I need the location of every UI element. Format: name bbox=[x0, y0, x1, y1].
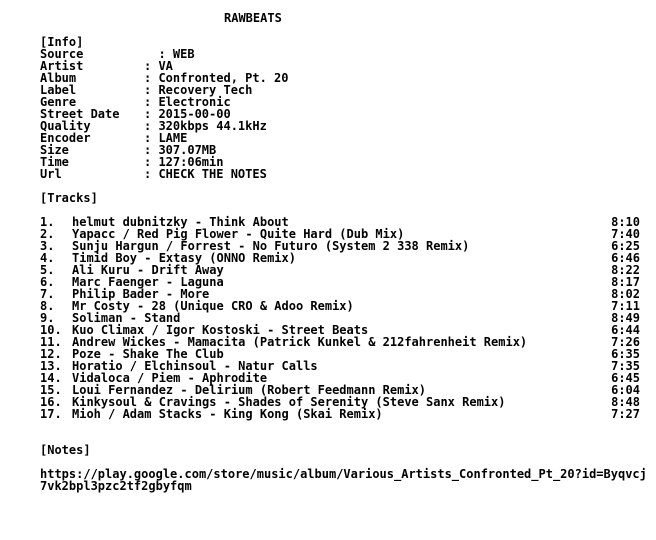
track-time: 6:45 bbox=[611, 371, 640, 385]
track-name: Sunju Hargun / Forrest - No Futuro (System 2 338 Remix) bbox=[72, 239, 470, 253]
track-name: Mioh / Adam Stacks - King Kong (Skai Remix) bbox=[72, 407, 383, 421]
info-value: : Confronted, Pt. 20 bbox=[144, 71, 289, 85]
track-name: Andrew Wickes - Mamacita (Patrick Kunkel & 212fahrenheit Remix) bbox=[72, 335, 528, 349]
track-number: 11. bbox=[40, 335, 62, 349]
track-name: helmut dubnitzky - Think About bbox=[72, 215, 289, 229]
track-number: 1. bbox=[40, 215, 55, 229]
track-name: Soliman - Stand bbox=[72, 311, 181, 325]
track-name: Yapacc / Red Pig Flower - Quite Hard (Dub Mix) bbox=[72, 227, 405, 241]
track-number: 15. bbox=[40, 383, 62, 397]
track-name: Timid Boy - Extasy (ONNO Remix) bbox=[72, 251, 296, 265]
track-number: 14. bbox=[40, 371, 62, 385]
page-title: RAWBEATS bbox=[224, 11, 282, 25]
track-time: 6:46 bbox=[611, 251, 640, 265]
track-number: 3. bbox=[40, 239, 55, 253]
track-time: 8:22 bbox=[611, 263, 640, 277]
track-number: 10. bbox=[40, 323, 62, 337]
info-label: Time bbox=[40, 155, 69, 169]
track-time: 7:35 bbox=[611, 359, 640, 373]
info-value: : 2015-00-00 bbox=[144, 107, 231, 121]
track-row bbox=[40, 408, 640, 420]
tracks-header: [Tracks] bbox=[40, 191, 98, 205]
track-number: 6. bbox=[40, 275, 55, 289]
info-value: : LAME bbox=[144, 131, 188, 145]
info-value: : Recovery Tech bbox=[144, 83, 253, 97]
track-number: 2. bbox=[40, 227, 55, 241]
info-value: : 307.07MB bbox=[144, 143, 217, 157]
track-time: 7:26 bbox=[611, 335, 640, 349]
track-number: 9. bbox=[40, 311, 55, 325]
info-value: : CHECK THE NOTES bbox=[144, 167, 267, 181]
info-label: Encoder bbox=[40, 131, 91, 145]
track-time: 8:49 bbox=[611, 311, 640, 325]
track-number: 8. bbox=[40, 299, 55, 313]
track-time: 8:10 bbox=[611, 215, 640, 229]
track-time: 7:11 bbox=[611, 299, 640, 313]
info-label: Street Date bbox=[40, 107, 120, 121]
track-time: 6:35 bbox=[611, 347, 640, 361]
track-name: Mr Costy - 28 (Unique CRO & Adoo Remix) bbox=[72, 299, 354, 313]
info-label: Genre bbox=[40, 95, 77, 109]
info-label: Label bbox=[40, 83, 77, 97]
info-value: : 127:06min bbox=[144, 155, 224, 169]
info-label: Size bbox=[40, 143, 69, 157]
info-label: Artist bbox=[40, 59, 84, 73]
track-name: Poze - Shake The Club bbox=[72, 347, 224, 361]
track-number: 4. bbox=[40, 251, 55, 265]
track-number: 13. bbox=[40, 359, 62, 373]
track-time: 8:17 bbox=[611, 275, 640, 289]
info-label: Album bbox=[40, 71, 77, 85]
track-number: 5. bbox=[40, 263, 55, 277]
track-time: 6:25 bbox=[611, 239, 640, 253]
info-value: : 320kbps 44.1kHz bbox=[144, 119, 267, 133]
info-row bbox=[40, 168, 267, 180]
track-number: 7. bbox=[40, 287, 55, 301]
track-name: Kuo Climax / Igor Kostoski - Street Beats bbox=[72, 323, 369, 337]
track-time: 7:27 bbox=[611, 407, 640, 421]
track-number: 17. bbox=[40, 407, 62, 421]
notes-url: https://play.google.com/store/music/album/Various_Artists_Confronted_Pt_20?id=Byqvcj7vk2bpl3pzc2tf2gbyfqm bbox=[40, 467, 647, 493]
track-name: Kinkysoul & Cravings - Shades of Serenity (Steve Sanx Remix) bbox=[72, 395, 506, 409]
track-time: 7:40 bbox=[611, 227, 640, 241]
track-name: Loui Fernandez - Delirium (Robert Feedmann Remix) bbox=[72, 383, 427, 397]
track-name: Philip Bader - More bbox=[72, 287, 210, 301]
info-label: Source bbox=[40, 47, 84, 61]
track-number: 16. bbox=[40, 395, 62, 409]
notes-header: [Notes] bbox=[40, 443, 91, 457]
track-name: Vidaloca / Piem - Aphrodite bbox=[72, 371, 268, 385]
info-value: : VA bbox=[144, 59, 173, 73]
track-name: Marc Faenger - Laguna bbox=[72, 275, 224, 289]
track-time: 6:44 bbox=[611, 323, 640, 337]
track-time: 6:04 bbox=[611, 383, 640, 397]
info-label: Url bbox=[40, 167, 62, 181]
track-number: 12. bbox=[40, 347, 62, 361]
track-name: Ali Kuru - Drift Away bbox=[72, 263, 224, 277]
track-time: 8:48 bbox=[611, 395, 640, 409]
track-name: Horatio / Elchinsoul - Natur Calls bbox=[72, 359, 318, 373]
info-value: : Electronic bbox=[144, 95, 231, 109]
info-label: Quality bbox=[40, 119, 91, 133]
info-header: [Info] bbox=[40, 35, 84, 49]
track-time: 8:02 bbox=[611, 287, 640, 301]
info-value: : WEB bbox=[144, 47, 195, 61]
